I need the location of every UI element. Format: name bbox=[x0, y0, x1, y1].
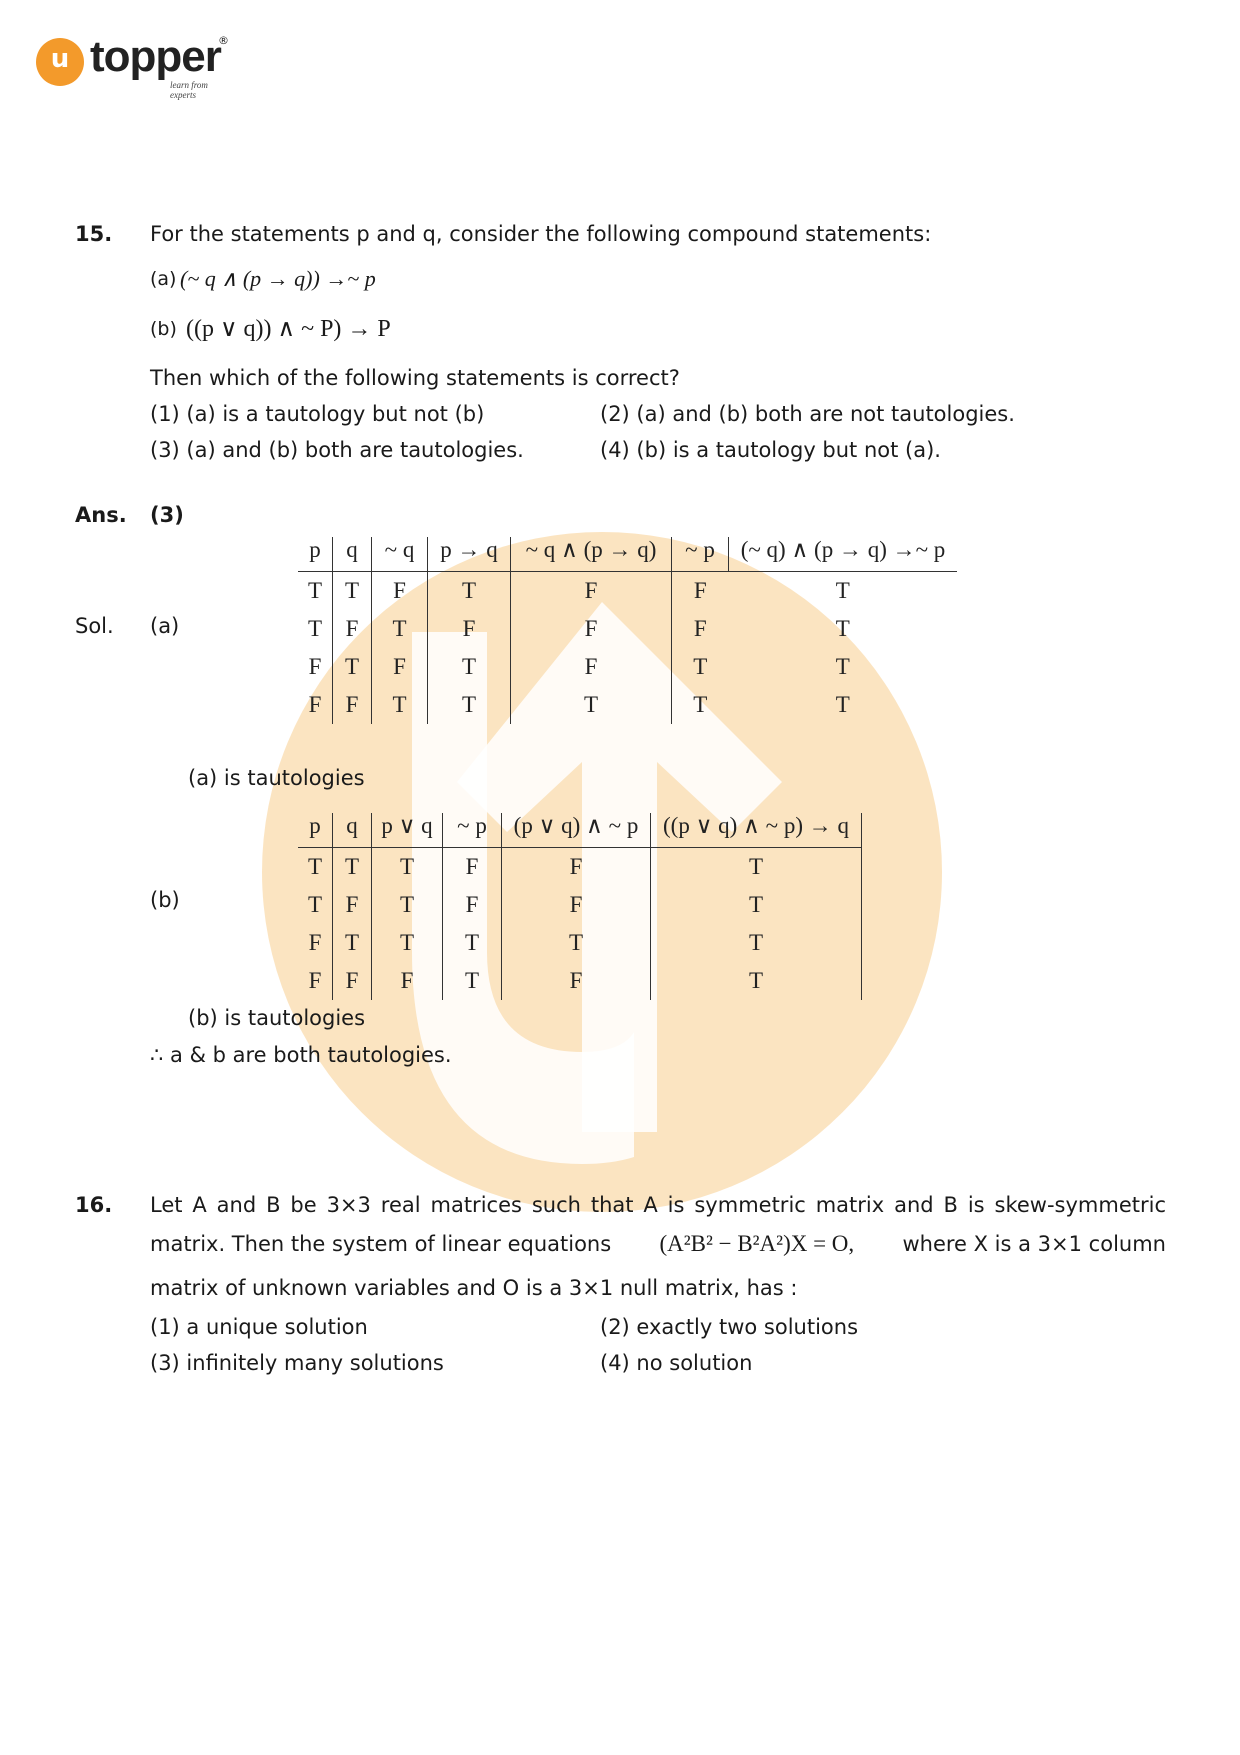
table-b-cell: F bbox=[443, 848, 502, 887]
answer-value: (3) bbox=[150, 503, 184, 527]
table-a-cell: T bbox=[372, 610, 428, 648]
table-a-cell: F bbox=[428, 610, 511, 648]
table-a-cell: F bbox=[672, 610, 729, 648]
table-a-header: q bbox=[333, 537, 372, 572]
table-a-cell: F bbox=[333, 610, 372, 648]
solution-part-b-label: (b) bbox=[150, 888, 180, 912]
q15-stmt-a-label: (a) bbox=[150, 268, 177, 290]
table-a-cell: T bbox=[511, 686, 672, 724]
table-b-cell: T bbox=[651, 886, 862, 924]
truth-table-b bbox=[298, 813, 862, 1000]
table-b-header: ~ p bbox=[443, 813, 502, 848]
table-a-cell: T bbox=[307, 616, 323, 641]
q16-option-2: (2) exactly two solutions bbox=[600, 1315, 859, 1339]
table-row bbox=[298, 848, 862, 887]
table-b-header: (p ∨ q) ∧ ~ p bbox=[502, 813, 651, 848]
table-a-cell: T bbox=[835, 578, 850, 603]
q15-stmt-b-label: (b) bbox=[150, 318, 177, 340]
logo-wordmark: topper bbox=[90, 32, 221, 81]
table-row bbox=[298, 962, 862, 1000]
table-a-cell: T bbox=[835, 616, 850, 641]
truth-table-a bbox=[298, 537, 957, 724]
q16-option-3: (3) infinitely many solutions bbox=[150, 1351, 444, 1375]
table-row bbox=[298, 924, 862, 962]
q15-number: 15. bbox=[75, 222, 113, 246]
solution-label: Sol. bbox=[75, 614, 114, 638]
table-b-header: q bbox=[333, 813, 372, 848]
q15-option-1: (1) (a) is a tautology but not (b) bbox=[150, 402, 485, 426]
solution-note-a: (a) is tautologies bbox=[188, 766, 365, 790]
table-b-header: p bbox=[298, 813, 333, 848]
q16-line-2-pre: matrix. Then the system of linear equations bbox=[150, 1232, 612, 1256]
table-a-cell: F bbox=[511, 610, 672, 648]
q16-option-4: (4) no solution bbox=[600, 1351, 753, 1375]
table-b-cell: F bbox=[502, 886, 651, 924]
table-a-cell: F bbox=[372, 648, 428, 686]
table-row bbox=[298, 610, 957, 648]
table-a-header: p → q bbox=[428, 537, 511, 572]
table-b-cell: T bbox=[333, 924, 372, 962]
table-a-cell: T bbox=[372, 686, 428, 724]
q15-option-3: (3) (a) and (b) both are tautologies. bbox=[150, 438, 524, 462]
table-a-cell: F bbox=[308, 692, 322, 717]
solution-note-b: (b) is tautologies bbox=[188, 1006, 366, 1030]
table-a-cell: T bbox=[333, 648, 372, 686]
table-a-header: ~ p bbox=[672, 537, 729, 572]
table-b-cell: T bbox=[372, 924, 443, 962]
table-b-cell: T bbox=[443, 962, 502, 1000]
table-b-cell: T bbox=[651, 924, 862, 962]
table-a-header: ~ q ∧ (p → q) bbox=[511, 537, 672, 572]
table-b-header: p ∨ q bbox=[372, 813, 443, 848]
table-row bbox=[298, 686, 957, 724]
table-a-cell: F bbox=[511, 572, 672, 611]
table-b-cell: T bbox=[502, 924, 651, 962]
table-a-header: p bbox=[298, 537, 333, 572]
table-b-cell: F bbox=[443, 886, 502, 924]
logo-tagline: learn from experts bbox=[170, 80, 208, 100]
table-row bbox=[298, 572, 957, 611]
table-row bbox=[298, 886, 862, 924]
table-a-cell: T bbox=[835, 692, 850, 717]
q16-line-2 bbox=[150, 1231, 1166, 1257]
q15-intro: For the statements p and q, consider the following compound statements: bbox=[150, 222, 932, 246]
table-row bbox=[298, 648, 957, 686]
table-a-cell: T bbox=[672, 648, 729, 686]
q16-option-1: (1) a unique solution bbox=[150, 1315, 368, 1339]
table-b-cell: F bbox=[372, 962, 443, 1000]
q16-line-3: matrix of unknown variables and O is a 3×1 null matrix, has : bbox=[150, 1276, 798, 1300]
table-b-cell: T bbox=[333, 848, 372, 887]
q15-stmt-a: (~ q ∧ (p → q)) →~ p bbox=[180, 266, 376, 291]
table-b-cell: F bbox=[308, 930, 322, 955]
table-a-cell: F bbox=[672, 572, 729, 611]
logo-badge-icon: u bbox=[36, 38, 84, 86]
table-a-cell: T bbox=[333, 572, 372, 611]
answer-label: Ans. bbox=[75, 503, 127, 527]
q16-line-1: Let A and B be 3×3 real matrices such that A is symmetric matrix and B is skew-symmetric bbox=[150, 1193, 1166, 1217]
table-b-cell: T bbox=[651, 962, 862, 1000]
table-a-header: ~ q bbox=[372, 537, 428, 572]
solution-conclusion: ∴ a & b are both tautologies. bbox=[150, 1043, 452, 1067]
topper-logo bbox=[36, 32, 236, 100]
q15-option-4: (4) (b) is a tautology but not (a). bbox=[600, 438, 941, 462]
q16-line-2-post: where X is a 3×1 column bbox=[902, 1232, 1166, 1256]
table-a-cell: T bbox=[672, 686, 729, 724]
table-b-cell: T bbox=[443, 924, 502, 962]
table-a-cell: F bbox=[308, 654, 322, 679]
table-b-cell: T bbox=[372, 848, 443, 887]
table-a-cell: T bbox=[428, 686, 511, 724]
table-b-header: ((p ∨ q) ∧ ~ p) → q bbox=[651, 813, 862, 848]
table-b-cell: F bbox=[502, 962, 651, 1000]
table-b-cell: T bbox=[372, 886, 443, 924]
table-b-cell: T bbox=[651, 848, 862, 887]
table-b-cell: F bbox=[502, 848, 651, 887]
table-a-cell: T bbox=[428, 572, 511, 611]
q15-question: Then which of the following statements is correct? bbox=[150, 366, 680, 390]
table-a-cell: F bbox=[511, 648, 672, 686]
table-b-cell: T bbox=[307, 854, 323, 879]
registered-mark: ® bbox=[218, 34, 229, 47]
table-b-cell: F bbox=[308, 968, 322, 993]
table-b-cell: F bbox=[333, 962, 372, 1000]
q16-number: 16. bbox=[75, 1193, 113, 1217]
table-a-cell: T bbox=[428, 648, 511, 686]
table-a-header: (~ q) ∧ (p → q) →~ p bbox=[729, 537, 958, 572]
solution-part-a-label: (a) bbox=[150, 614, 180, 638]
q15-option-2: (2) (a) and (b) both are not tautologies. bbox=[600, 402, 1015, 426]
table-b-cell: F bbox=[333, 886, 372, 924]
q15-stmt-b: ((p ∨ q)) ∧ ~ P) → P bbox=[186, 316, 391, 342]
table-a-cell: T bbox=[835, 654, 850, 679]
table-a-cell: F bbox=[372, 572, 428, 611]
table-a-cell: T bbox=[307, 578, 323, 603]
table-a-cell: F bbox=[333, 686, 372, 724]
q16-equation: (A²B² − B²A²)X = O, bbox=[659, 1231, 855, 1256]
table-b-cell: T bbox=[307, 892, 323, 917]
